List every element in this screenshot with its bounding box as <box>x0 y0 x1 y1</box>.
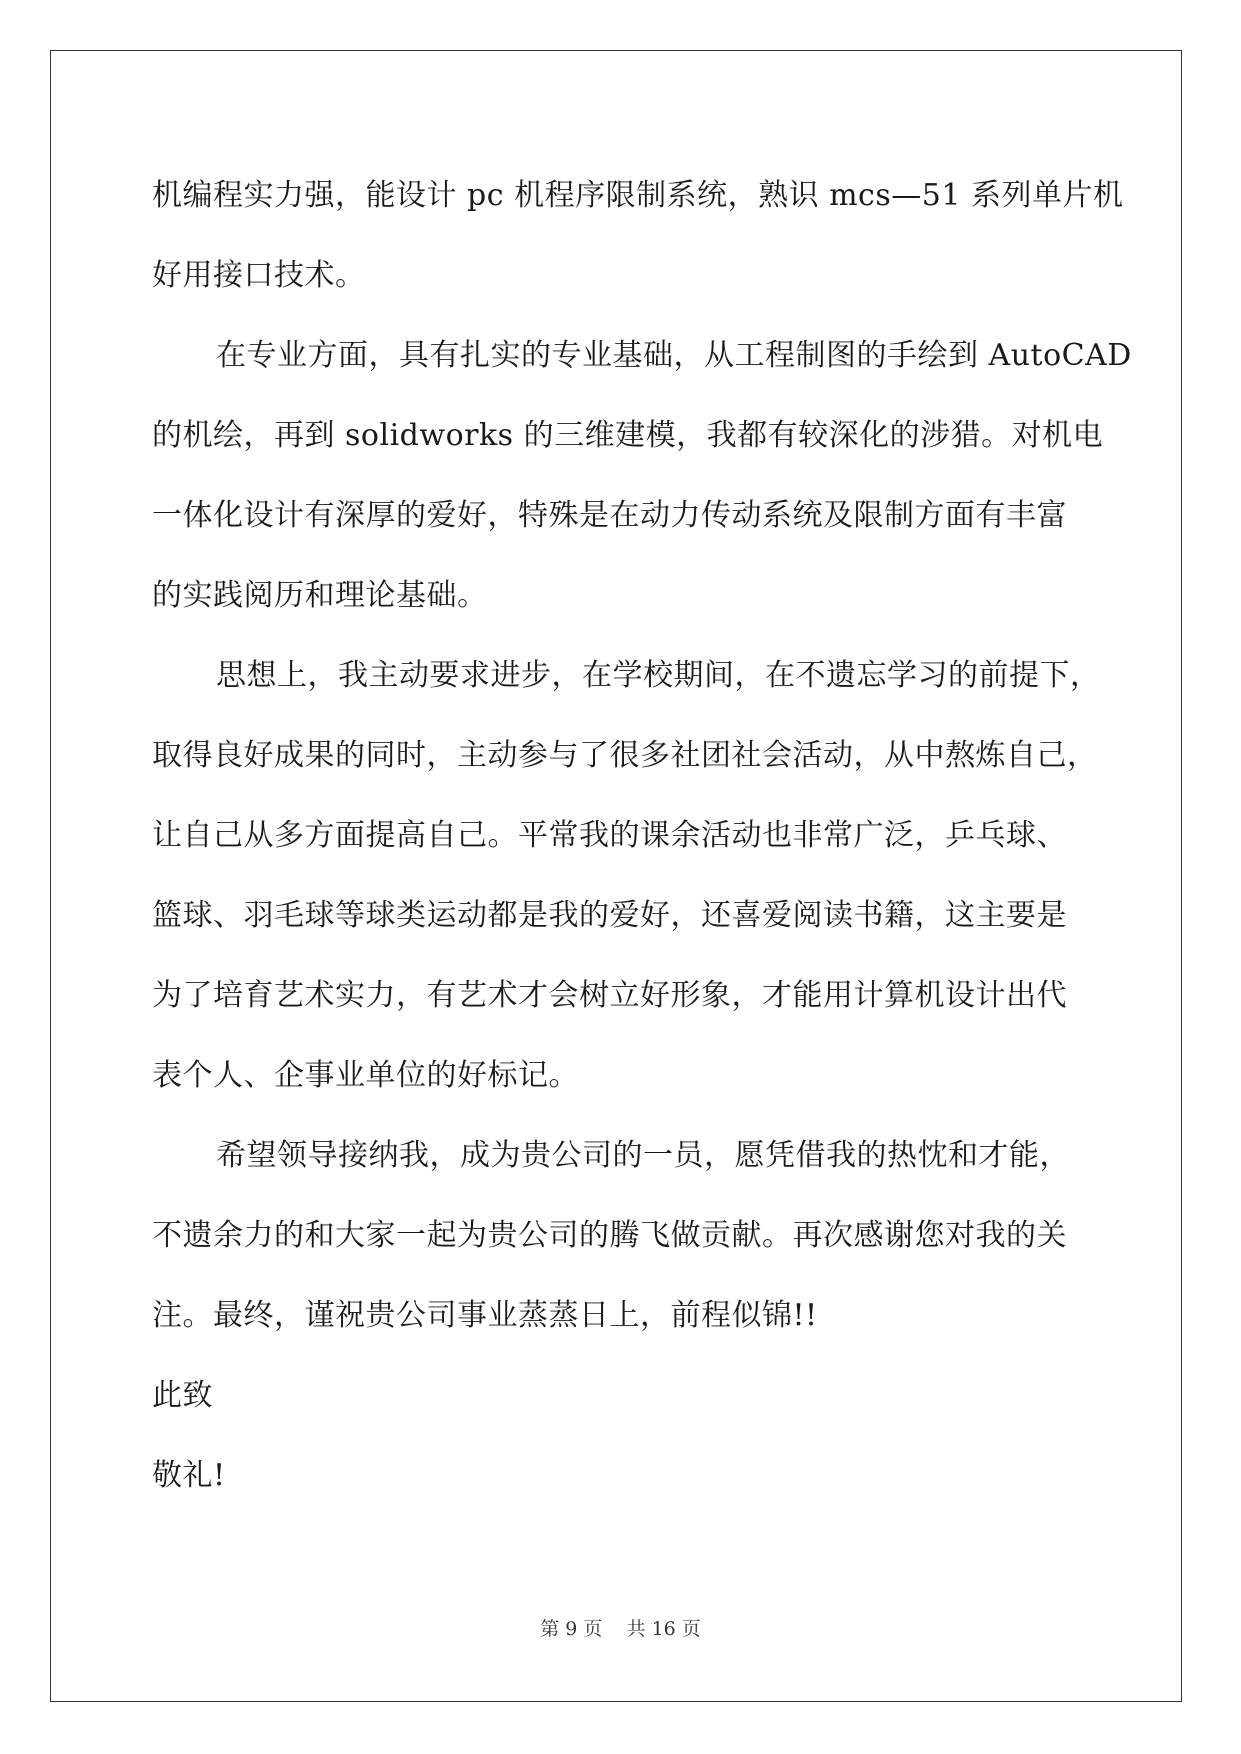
text-line: 不遗余力的和大家一起为贵公司的腾飞做贡献。再次感谢您对我的关 <box>152 1218 1067 1253</box>
page-number-footer: 第 9 页 共 16 页 <box>540 1618 701 1640</box>
text-line: 好用接口技术。 <box>152 258 366 293</box>
text-line: 希望领导接纳我，成为贵公司的一员，愿凭借我的热忱和才能， <box>216 1138 1070 1173</box>
closing-salutation: 此致 <box>152 1378 213 1413</box>
text-line: 一体化设计有深厚的爱好，特殊是在动力传动系统及限制方面有丰富 <box>152 498 1067 533</box>
text-line: 为了培育艺术实力，有艺术才会树立好形象，才能用计算机设计出代 <box>152 978 1067 1013</box>
text-line: 表个人、企事业单位的好标记。 <box>152 1058 579 1093</box>
text-line: 取得良好成果的同时，主动参与了很多社团社会活动，从中熬炼自己， <box>152 738 1098 773</box>
document-body <box>152 156 1132 1516</box>
text-line: 注。最终，谨祝贵公司事业蒸蒸日上，前程似锦!! <box>152 1298 818 1333</box>
text-line: 在专业方面，具有扎实的专业基础，从工程制图的手绘到 AutoCAD <box>216 338 1132 373</box>
text-line: 的实践阅历和理论基础。 <box>152 578 488 613</box>
text-line: 篮球、羽毛球等球类运动都是我的爱好，还喜爱阅读书籍，这主要是 <box>152 898 1067 933</box>
closing-regards: 敬礼! <box>152 1458 226 1493</box>
text-line: 机编程实力强，能设计 pc 机程序限制系统，熟识 mcs—51 系列单片机 <box>152 178 1124 213</box>
text-line: 让自己从多方面提高自己。平常我的课余活动也非常广泛，乒乓球、 <box>152 818 1067 853</box>
text-line: 思想上，我主动要求进步，在学校期间，在不遗忘学习的前提下， <box>216 658 1101 693</box>
text-line: 的机绘，再到 solidworks 的三维建模，我都有较深化的涉猎。对机电 <box>152 418 1104 453</box>
